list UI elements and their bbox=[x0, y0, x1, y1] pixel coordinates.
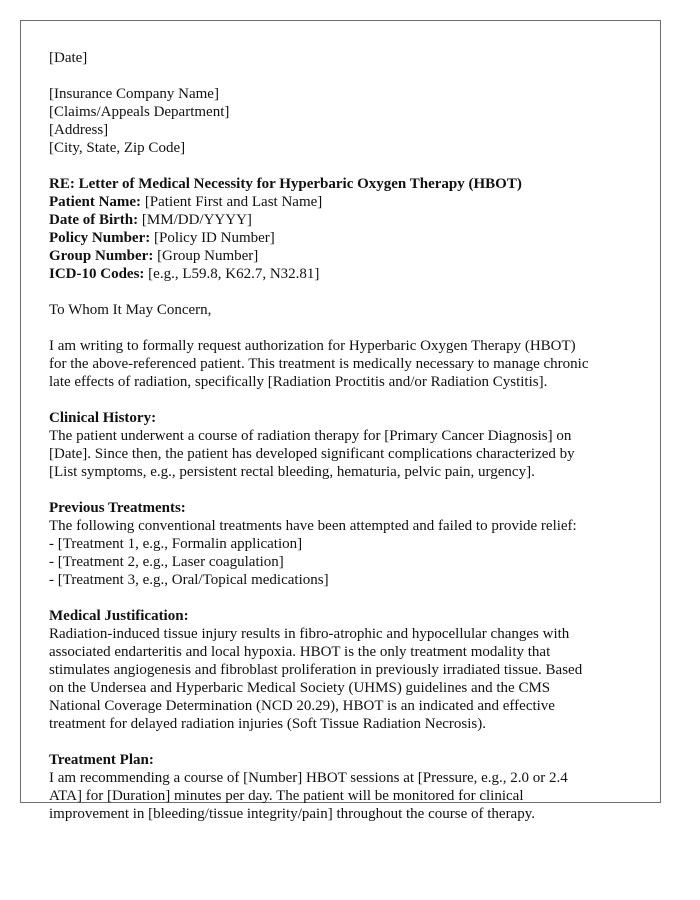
treatment-list-item: - [Treatment 3, e.g., Oral/Topical medications] bbox=[49, 572, 329, 588]
recipient-address-line: [Address] bbox=[49, 122, 109, 138]
re-subject: RE: Letter of Medical Necessity for Hyperbaric Oxygen Therapy (HBOT) bbox=[49, 176, 522, 192]
salutation: To Whom It May Concern, bbox=[49, 302, 212, 318]
treatment-plan-line: improvement in [bleeding/tissue integrity/pain] throughout the course of therapy. bbox=[49, 806, 535, 822]
policy-number-label: Policy Number: bbox=[49, 230, 151, 246]
dob-label: Date of Birth: bbox=[49, 212, 139, 228]
salutation-block bbox=[49, 301, 639, 319]
medical-justification-line: on the Undersea and Hyperbaric Medical Society (UHMS) guidelines and the CMS bbox=[49, 680, 551, 696]
letter-page bbox=[20, 20, 661, 822]
clinical-history-title: Clinical History: bbox=[49, 410, 157, 426]
dob-value: [MM/DD/YYYY] bbox=[138, 212, 252, 228]
medical-justification-line: National Coverage Determination (NCD 20.29), HBOT is an indicated and effective bbox=[49, 698, 555, 714]
letter-content bbox=[49, 49, 639, 841]
icd-codes-row bbox=[49, 265, 639, 283]
intro-line: late effects of radiation, specifically [Radiation Proctitis and/or Radiation Cystitis]. bbox=[49, 374, 548, 390]
clinical-history-line: The patient underwent a course of radiation therapy for [Primary Cancer Diagnosis] on bbox=[49, 428, 572, 444]
medical-justification-section bbox=[49, 607, 639, 733]
intro-line: for the above-referenced patient. This treatment is medically necessary to manage chronic bbox=[49, 356, 589, 372]
clinical-history-line: [Date]. Since then, the patient has developed significant complications characterized by bbox=[49, 446, 575, 462]
group-number-label: Group Number: bbox=[49, 248, 154, 264]
date-line bbox=[49, 49, 639, 67]
patient-name-value: [Patient First and Last Name] bbox=[141, 194, 323, 210]
icd-codes-label: ICD-10 Codes: bbox=[49, 266, 145, 282]
dob-row bbox=[49, 211, 639, 229]
icd-codes-value: [e.g., L59.8, K62.7, N32.81] bbox=[144, 266, 320, 282]
clinical-history-line: [List symptoms, e.g., persistent rectal bleeding, hematuria, pelvic pain, urgency]. bbox=[49, 464, 535, 480]
policy-number-value: [Policy ID Number] bbox=[150, 230, 275, 246]
recipient-city-state-zip: [City, State, Zip Code] bbox=[49, 140, 186, 156]
recipient-department: [Claims/Appeals Department] bbox=[49, 104, 230, 120]
medical-justification-title: Medical Justification: bbox=[49, 608, 189, 624]
previous-treatments-title: Previous Treatments: bbox=[49, 500, 186, 516]
patient-name-row bbox=[49, 193, 639, 211]
treatment-list-item: - [Treatment 2, e.g., Laser coagulation] bbox=[49, 554, 284, 570]
intro-line: I am writing to formally request authorization for Hyperbaric Oxygen Therapy (HBOT) bbox=[49, 338, 576, 354]
group-number-row bbox=[49, 247, 639, 265]
recipient-address bbox=[49, 85, 639, 157]
treatment-plan-section bbox=[49, 751, 639, 823]
medical-justification-line: treatment for delayed radiation injuries (Soft Tissue Radiation Necrosis). bbox=[49, 716, 486, 732]
date: [Date] bbox=[49, 50, 88, 66]
group-number-value: [Group Number] bbox=[153, 248, 259, 264]
previous-treatments-intro: The following conventional treatments have been attempted and failed to provide relief: bbox=[49, 518, 577, 534]
recipient-company: [Insurance Company Name] bbox=[49, 86, 219, 102]
previous-treatments-section bbox=[49, 499, 639, 589]
medical-justification-line: stimulates angiogenesis and fibroblast proliferation in previously irradiated tissue. Based bbox=[49, 662, 583, 678]
policy-number-row bbox=[49, 229, 639, 247]
treatment-plan-line: I am recommending a course of [Number] HBOT sessions at [Pressure, e.g., 2.0 or 2.4 bbox=[49, 770, 568, 786]
treatment-plan-line: ATA] for [Duration] minutes per day. The patient will be monitored for clinical bbox=[49, 788, 524, 804]
treatment-list-item: - [Treatment 1, e.g., Formalin application] bbox=[49, 536, 303, 552]
patient-name-label: Patient Name: bbox=[49, 194, 142, 210]
intro-paragraph bbox=[49, 337, 639, 391]
medical-justification-line: Radiation-induced tissue injury results in fibro-atrophic and hypocellular changes with bbox=[49, 626, 570, 642]
re-block bbox=[49, 175, 639, 283]
treatment-plan-title: Treatment Plan: bbox=[49, 752, 154, 768]
medical-justification-line: associated endarteritis and local hypoxia. HBOT is the only treatment modality that bbox=[49, 644, 551, 660]
clinical-history-section bbox=[49, 409, 639, 481]
